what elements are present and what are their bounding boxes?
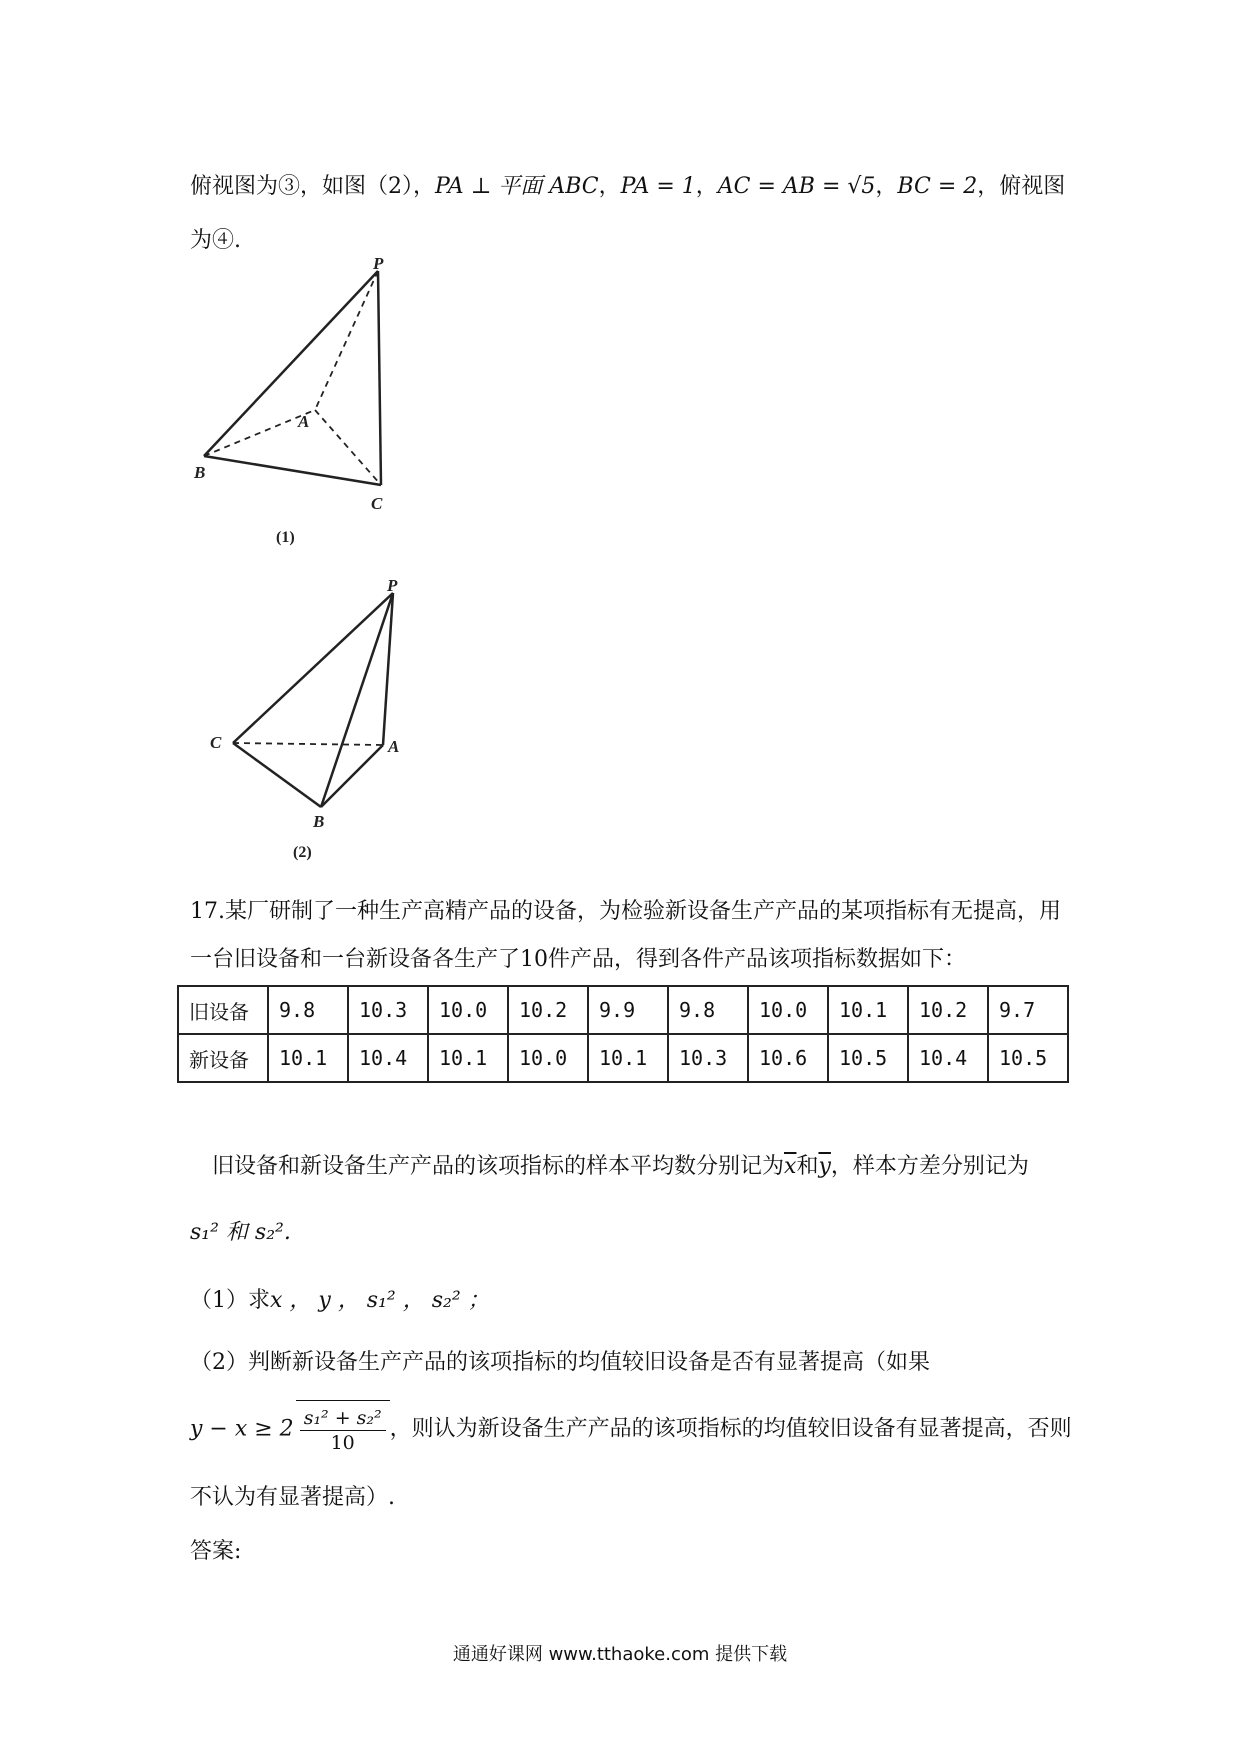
table-cell: 9.7: [988, 986, 1068, 1034]
x-bar: $\overline{x}$: [784, 1154, 797, 1179]
table-cell: 10.0: [508, 1034, 588, 1082]
table-cell: 10.4: [908, 1034, 988, 1082]
table-cell: 10.2: [508, 986, 588, 1034]
question-2-line-2: y − x ≥ 2 $\frac{\text{s₁² + s₂²}}{10}$ ，则认为新设备生产产品的该项指标的均值较旧设备有显著提高，否则: [190, 1400, 1072, 1459]
row-label: 新设备: [178, 1034, 268, 1082]
figure-1-tetrahedron: [190, 254, 430, 555]
fig2-label-a: A: [388, 737, 400, 756]
fig2-caption: (2): [293, 844, 312, 861]
table-cell: 10.1: [588, 1034, 668, 1082]
fig2-label-c: C: [210, 733, 222, 752]
table-cell: 9.9: [588, 986, 668, 1034]
question-2-line-3: 不认为有显著提高）.: [190, 1485, 395, 1510]
fig2-label-b: B: [313, 812, 325, 831]
table-row-old: [178, 986, 1068, 1034]
fig1-caption: (1): [276, 529, 295, 546]
fig1-label-b: B: [194, 463, 206, 482]
data-table: [177, 985, 1069, 1083]
inequality-lhs: y − x ≥ 2: [190, 1416, 294, 1442]
footer-source: 通通好课网 www.tthaoke.com 提供下载: [452, 1644, 788, 1665]
row-label: 旧设备: [178, 986, 268, 1034]
fig1-label-p: P: [373, 254, 384, 273]
table-cell: 10.2: [908, 986, 988, 1034]
fig1-label-c: C: [371, 494, 383, 513]
figure-2-tetrahedron: [205, 576, 435, 865]
para-line-1: 旧设备和新设备生产产品的该项指标的样本平均数分别记为$\overline{x}$和$\overline{y}$，样本方差分别记为: [212, 1154, 1029, 1179]
intro-line-1: 俯视图为③，如图（2），PA ⊥ 平面 ABC，PA = 1，AC = AB = √5，BC = 2，俯视图: [190, 174, 1066, 199]
fraction-denominator: 10: [330, 1431, 355, 1454]
fig1-label-a: A: [298, 412, 310, 431]
question-2-line-1: （2）判断新设备生产产品的该项指标的均值较旧设备是否有显著提高（如果: [190, 1350, 930, 1375]
table-cell: 10.5: [988, 1034, 1068, 1082]
problem17-line-1: 17.某厂研制了一种生产高精产品的设备，为检验新设备生产产品的某项指标有无提高，用: [190, 899, 1061, 924]
table-cell: 10.1: [428, 1034, 508, 1082]
fraction-numerator: s₁² + s₂²: [300, 1406, 386, 1431]
intro-line-2: 为④.: [190, 228, 241, 253]
table-cell: 10.3: [348, 986, 428, 1034]
table-cell: 9.8: [268, 986, 348, 1034]
table-cell: 9.8: [668, 986, 748, 1034]
y-bar: $\overline{y}$: [818, 1154, 831, 1179]
para-line-2: s₁² 和 s₂².: [190, 1220, 291, 1245]
table-row-new: [178, 1034, 1068, 1082]
table-cell: 10.1: [268, 1034, 348, 1082]
fig2-label-p: P: [387, 576, 398, 595]
table-cell: 10.3: [668, 1034, 748, 1082]
table-cell: 10.4: [348, 1034, 428, 1082]
table-cell: 10.6: [748, 1034, 828, 1082]
question-1: （1）求x ， y ， s₁² ， s₂² ；: [190, 1288, 490, 1313]
answer-label: 答案:: [190, 1539, 242, 1564]
problem17-line-2: 一台旧设备和一台新设备各生产了10件产品，得到各件产品该项指标数据如下：: [190, 947, 966, 972]
table-cell: 10.0: [428, 986, 508, 1034]
table-cell: 10.1: [828, 986, 908, 1034]
table-cell: 10.0: [748, 986, 828, 1034]
table-cell: 10.5: [828, 1034, 908, 1082]
sqrt-expression: [296, 1400, 390, 1459]
